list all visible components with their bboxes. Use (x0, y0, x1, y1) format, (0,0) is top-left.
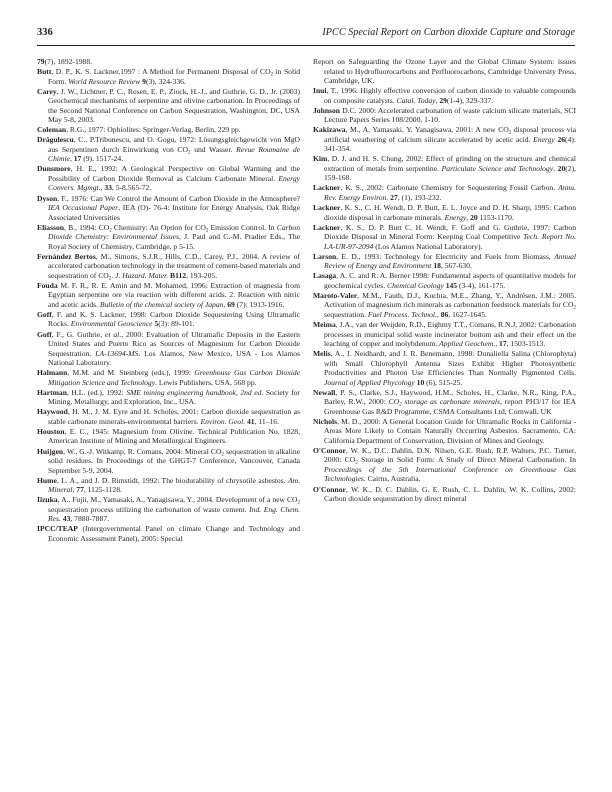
reference-entry: Coleman, R.G., 1977: Ophiolites: Springer-Verlag, Berlin, 229 pp. (37, 125, 241, 135)
reference-entry: Butt, D. P., K. S. Lackner,1997 : A Method for Permanent Disposal of $CO_2$ in Solid Form. World Resource Review 9(3), 324-336. (37, 67, 300, 86)
reference-entry: Kakizawa, M., A. Yamasaki, Y. Yanagisawa, 2001: A new $CO_2$ disposal process via artificial weathering of calcium silicate accelerated by acetic acid. Energy 26(4): 341-354. (313, 125, 576, 154)
left-reference-column (37, 57, 300, 544)
reference-entry: Larson, E. D., 1993: Technology for Electricity and Fuels from Biomass, Annual Review of Energy and Environment 18, 567-630. (313, 251, 576, 271)
reference-entry: Goff, F., G. Guthrie, et al., 2000: Evaluation of Ultramafic Deposits in the Eastern United States and Puerto Rico as Sources of Magnesium for Carbon Dioxide Sequestration. LA-13694-MS. Los Alamos, New Mexico, USA - Los Alamos National Laboratory. (37, 329, 300, 368)
reference-entry: Huijgen, W., G.-J. Witkamp, R. Comans, 2004: Mineral $CO_2$ sequestration in alkaline solid residues. In Proceedings of the GHGT-7 Conference, Vancouver, Canada September 5-9, 2004. (37, 446, 300, 475)
reference-entry: Fouda M. F. R., R. E. Amin and M. Mohamed, 1996: Extraction of magnesia from Egyptian serpentine ore via reaction with different acids. 2. Reaction with nitric and acetic acids. Bulletin of the chemical society of Japan, 69 (7): 1913-1916. (37, 280, 300, 309)
reference-entry: Report on Safeguarding the Ozone Layer and the Global Climate System: issues related to Hydrofluorocarbons and Perfluorocarbons, Cambridge University Press, Cambridge, UK. (313, 57, 576, 85)
reference-entry: Hume, L. A., and J. D. Rimstidt, 1992: The biodurability of chrysotile asbestos. Am. Mineral, 77, 1125-1128. (37, 475, 300, 495)
reference-entry: O'Connor, W. K., D. C. Dahlin, G. E. Rush, C. L. Dahlin, W. K. Collins, 2002: Carbon dioxide sequestration by direct mineral (313, 484, 576, 503)
reference-entry: Eliasson, B., 1994: $CO_2$ Chemistry: An Option for $CO_2$ Emission Control. In Carbon Dioxide Chemistry: Environmental Issues, J. Paul and C.-M. Pradier Eds., The Royal Society of Chemistry, Cambridge, p 5-15. (37, 222, 301, 251)
reference-entry: Goff, F. and K. S. Lackner, 1998: Carbon Dioxide Sequestering Using Ultramafic Rocks. Environmental Geoscience 5(3): 89-101. (37, 309, 300, 329)
reference-entry: Drăgulescu, C., P.Tribunescu, and O. Gogu, 1972: Lösungsgleichgewicht von MgO aus Serpentinen durch Einwirkung von $CO_2$ und Wasser. Revue Roumaine de Chimie, 17 (9), 1517-24. (37, 135, 300, 164)
reference-entry: Maroto-Valer, M.M., Fauth, D.J., Kuchta, M.E., Zhang, Y., Andrésen, J.M.: 2005. Activation of magnesium rich minerals as carbonation feedstock materials for $CO_2$ sequestration. Fuel Process. Technol., 86, 1627-1645. (313, 290, 576, 319)
reference-entry: Johnson D.C. 2000: Accelerated carbonation of waste calcium silicate materials, SCI Lecture Papers Series 108/2000, 1-10. (313, 105, 576, 125)
right-reference-column (313, 57, 576, 504)
reference-entry: Iizuka, A., Fujii, M., Yamasaki, A., Yanagisawa, Y., 2004. Development of a new $CO_2$ sequestration process utilizing the carbonation of waste cement. Ind. Eng. Chem. Res. 43, 7880-7887. (37, 495, 300, 524)
running-title: IPCC Special Report on Carbon dioxide Capture and Storage (322, 27, 575, 38)
reference-entry: Dunsmore, H. E., 1992: A Geological Perspective on Global Warming and the Possibility of Carbon Dioxide Removal as Calcium Carbonate Mineral. Energy Convers. Mgmgt., 33, 5-8,565-72. (37, 164, 300, 193)
reference-entry: Lackner, K. S., D. P. Butt C. H. Wendt, F. Goff and G. Guthrie, 1997: Carbon Dioxide Disposal in Mineral Form: Keeping Coal Competitive Tech. Report No. LA-UR-97-2094 (Los Alamos National Laboratory). (313, 222, 577, 251)
page-number: 336 (37, 27, 53, 38)
reference-entry: Nichols, M. D., 2000: A General Location Guide for Ultramafic Rocks in California - Areas More Likely to Contain Naturally Occurring Asbestos. Sacramento, CA: California Department of Conservation, Division of Mines and Geology. (313, 416, 576, 445)
reference-entry: Meima, J.A., van der Weijden, R.D., Eighmy T.T., Comans, R.N.J, 2002: Carbonation processes in municipal solid waste incinerator bottom ash and their effect on the leaching of copper and molybdenum. Applied Geochem., 17, 1503-1513. (313, 320, 576, 349)
reference-entry: Newall, P. S., Clarke, S.J., Haywood, H.M., Scholes, H., Clarke, N.R., King, P.A., Barley, R.W., 2000: $CO_2$ storage as carbonate minerals, report PH3/17 for IEA Greenhouse Gas R&D Programme, CSMA Consultants Ltd, Cornwall, UK (313, 387, 576, 416)
reference-entry: IPCC/TEAP (Intergovernmental Panel on climate Change and Technology and Economic Assessment Panel), 2005: Special (37, 524, 300, 543)
header-rule (37, 45, 575, 46)
reference-entry: O'Connor, W. K., D.C. Dahlin, D.N. Nilsen, G.E. Rush, R.P. Walters, P.C. Turner, 2000: $CO_2$ Storage in Solid Form: A Study of Direct Mineral Carbonation. In Proceedings of the 5th International Conference on Greenhouse Gas Technologies. Cairns, Australia. (313, 445, 576, 484)
reference-entry: Inui, T., 1996: Highly effective conversion of carbon dioxide to valuable compounds on composite catalysts. Catal. Today, 29(1-4), 329-337. (313, 86, 576, 105)
reference-entry: Lackner, K. S., 2002: Carbonate Chemistry for Sequestering Fossil Carbon. Annu. Rev. Energy Environ. 27, (1), 193-232. (313, 183, 576, 202)
reference-entry: Hartman, H.L. (ed.), 1992: SME mining engineering handbook, 2nd ed. Society for Mining, Metallurgy, and Exploration, Inc., USA. (37, 387, 300, 407)
reference-entry: Dyson, F., 1976: Can We Control the Amount of Carbon Dioxide in the Atmosphere? IEA Occasional Paper, IEA (O)- 76-4: Institute for Energy Analysis, Oak Ridge Associated Universities (37, 193, 300, 222)
reference-entry: Fernández Bertos, M., Simons, S.J.R., Hills, C.D., Carey, P.J., 2004. A review of accelerated carbonation technology in the treatment of cement-based materials and sequestration of $CO_2$. J. Hazard. Mater. B112, 193-205. (37, 251, 300, 282)
reference-entry: Lasaga, A. C. and R. A. Berner 1998: Fundamental aspects of quantitative models for geochemical cycles. Chemical Geology 145 (3-4), 161-175. (313, 271, 576, 290)
page-header (37, 27, 575, 41)
reference-entry: Lackner, K. S., C. H. Wendt, D. P. Butt, E. L. Joyce and D. H. Sharp, 1995: Carbon dioxide disposal in carbonate minerals. Energy, 20 1153-1170. (313, 203, 576, 222)
reference-entry: Kim, D. J. and H. S. Chung, 2002: Effect of grinding on the structure and chemical extraction of metals from serpentine. Particulate Science and Technology. 20(2), 159-168. (313, 154, 577, 183)
reference-entry: Melis, A., J. Neidhardt, and J. R. Benemann, 1998: Dunaliella Salina (Chlorophyta) with Small Chlorophyll Antenna Sizes Exhibit Higher Photosynthetic Productivities and Photon Use Efficiencies Than Normally Pigmented Cells. Journal of Applied Phycology 10 (6), 515-25. (313, 349, 576, 387)
reference-entry: Haywood, H. M., J. M. Eyre and H. Scholes, 2001: Carbon dioxide sequestration as stable carbonate minerals-environmental barriers. Environ. Geol. 41, 11–16. (37, 407, 300, 426)
reference-entry: Halmann, M.M. and M. Steinberg (eds.), 1999: Greenhouse Gas Carbon Dioxide Mitigation Science and Technology. Lewis Publishers, USA, 568 pp. (37, 368, 301, 387)
reference-entry: 79(7), 1892-1988. (37, 57, 93, 66)
reference-entry: Carey, J. W., Lichtner, P. C., Rosen, E. P., Ziock, H.-J., and Guthrie, G. D., Jr. (2003) Geochemical mechanisms of serpentine and olivine carbonation. In Proceedings of the Second National Conference on Carbon Sequestration, Washington, DC, USA May 5-8, 2003. (37, 86, 300, 125)
reference-entry: Houston, E. C., 1945: Magnesium from Olivine. Technical Publication No. 1828, American Institute of Mining and Metallurgical Engineers. (37, 426, 300, 446)
